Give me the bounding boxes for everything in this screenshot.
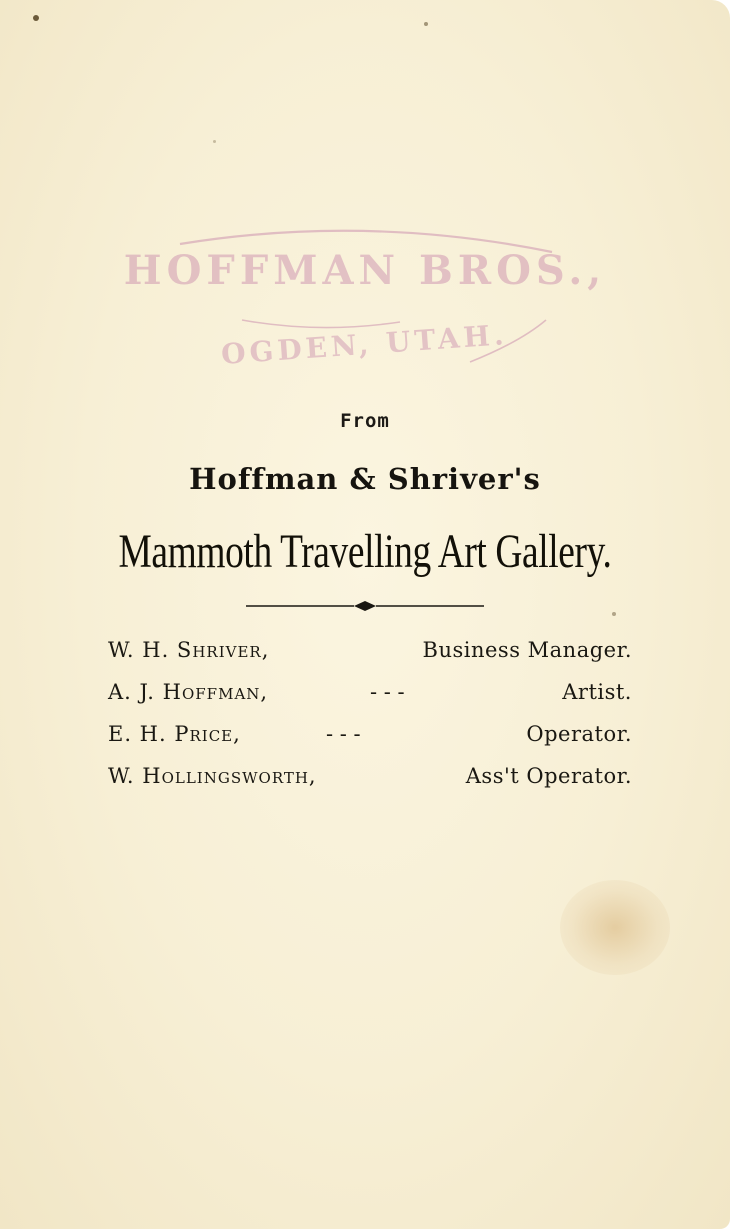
ink-speck: [213, 140, 216, 143]
staff-name: W. Hollingsworth,: [108, 764, 317, 788]
gallery-title: Mammoth Travelling Art Gallery.: [118, 525, 612, 578]
stamp-line-2: OGDEN, UTAH.: [220, 318, 509, 371]
staff-title: Artist.: [562, 680, 632, 704]
studio-stamp: [123, 222, 607, 402]
staff-name: W. H. Shriver,: [108, 638, 270, 662]
leader-dashes: - - -: [326, 722, 361, 746]
staff-name: E. H. Price,: [108, 722, 241, 746]
staff-row: [108, 760, 632, 802]
ornamental-divider: [246, 598, 484, 614]
staff-list: [108, 634, 632, 802]
staff-row: [108, 718, 632, 760]
staff-title: Operator.: [526, 722, 632, 746]
ink-speck: [424, 22, 428, 26]
from-label: From: [340, 410, 390, 432]
staff-row: [108, 634, 632, 676]
staff-name: A. J. Hoffman,: [108, 680, 269, 704]
leader-dashes: - - -: [370, 680, 405, 704]
foxing-stain: [560, 880, 670, 975]
stamp-line-1: HOFFMAN BROS.,: [123, 247, 607, 294]
ink-speck: [612, 612, 616, 616]
staff-title: Business Manager.: [422, 638, 632, 662]
firm-name: Hoffman & Shriver's: [189, 462, 541, 496]
staff-row: [108, 676, 632, 718]
staff-title: Ass't Operator.: [465, 764, 632, 788]
ink-speck: [33, 15, 39, 21]
